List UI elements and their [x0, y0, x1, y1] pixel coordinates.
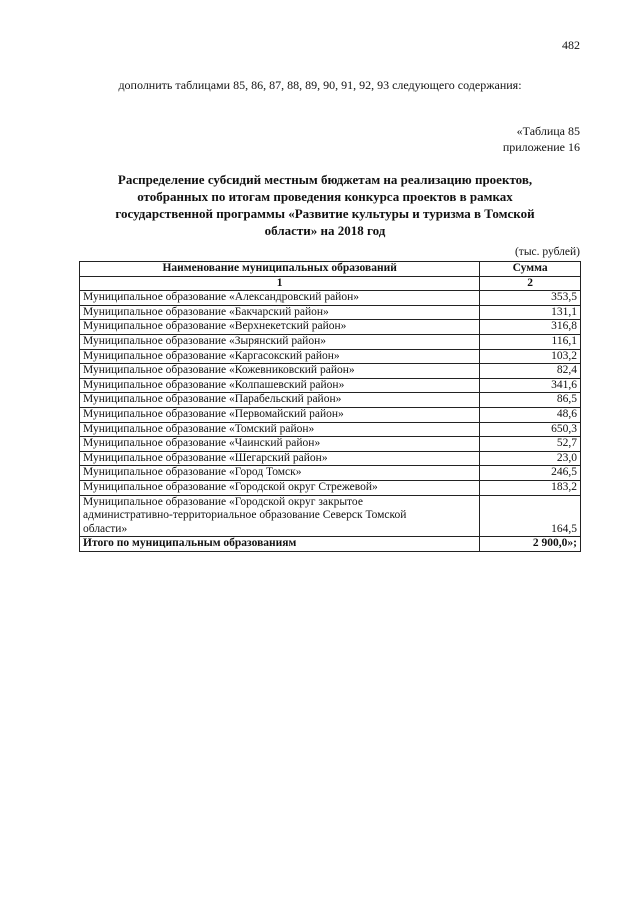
table-row: [80, 320, 581, 335]
total-amount: 2 900,0»;: [480, 537, 581, 552]
title-line: Распределение субсидий местным бюджетам на реализацию проектов,: [117, 172, 533, 187]
row-amount: 246,5: [480, 466, 581, 481]
row-name: [80, 495, 480, 537]
row-amount: 86,5: [480, 393, 581, 408]
row-amount: 116,1: [480, 334, 581, 349]
column-number: 1: [80, 276, 480, 291]
table-caption: [503, 123, 580, 155]
row-amount: 131,1: [480, 305, 581, 320]
row-name-line: Муниципальное образование «Городской округ закрытое: [83, 495, 363, 508]
table-row: [80, 291, 581, 306]
row-name: Муниципальное образование «Город Томск»: [80, 466, 480, 481]
row-amount: 353,5: [480, 291, 581, 306]
subsidy-table: [79, 261, 581, 552]
table-row: [80, 334, 581, 349]
table-row: [80, 305, 581, 320]
table-row: [80, 378, 581, 393]
row-name: Муниципальное образование «Бакчарский район»: [80, 305, 480, 320]
row-name: Муниципальное образование «Томский район»: [80, 422, 480, 437]
total-row: [80, 537, 581, 552]
row-amount: 183,2: [480, 480, 581, 495]
row-name: Муниципальное образование «Чаинский район»: [80, 437, 480, 452]
row-amount: 23,0: [480, 451, 581, 466]
table-label: «Таблица 85: [516, 124, 580, 138]
row-name: Муниципальное образование «Верхнекетский район»: [80, 320, 480, 335]
row-amount: 52,7: [480, 437, 581, 452]
row-amount: 650,3: [480, 422, 581, 437]
title-line: отобранных по итогам проведения конкурса проектов в рамках: [137, 189, 513, 204]
row-amount: 103,2: [480, 349, 581, 364]
row-name-line: административно-территориальное образование Северск Томской: [83, 509, 407, 522]
table-row: [80, 437, 581, 452]
header-row: [80, 262, 581, 277]
total-label: Итого по муниципальным образованиям: [80, 537, 480, 552]
table-row: [80, 451, 581, 466]
row-amount: 82,4: [480, 364, 581, 379]
row-name: Муниципальное образование «Шегарский район»: [80, 451, 480, 466]
title-line: области» на 2018 год: [264, 223, 386, 238]
row-name: Муниципальное образование «Каргасокский район»: [80, 349, 480, 364]
table-row: [80, 393, 581, 408]
appendix-label: приложение 16: [502, 140, 580, 154]
page-number: 482: [562, 38, 580, 52]
column-number: 2: [480, 276, 581, 291]
row-name: Муниципальное образование «Парабельский район»: [80, 393, 480, 408]
table-row: [80, 407, 581, 422]
units-label: (тыс. рублей): [514, 246, 580, 258]
intro-text: дополнить таблицами 85, 86, 87, 88, 89, 90, 91, 92, 93 следующего содержания:: [118, 78, 522, 92]
row-amount: 164,5: [480, 495, 581, 537]
title-line: государственной программы «Развитие культуры и туризма в Томской: [115, 206, 535, 221]
table-row: [80, 480, 581, 495]
table-row: [80, 422, 581, 437]
header-sum: Сумма: [480, 262, 581, 277]
table-row: [80, 466, 581, 481]
row-name-line: области»: [83, 522, 128, 535]
row-name: Муниципальное образование «Колпашевский район»: [80, 378, 480, 393]
row-name: Муниципальное образование «Кожевниковский район»: [80, 364, 480, 379]
table-row: [80, 364, 581, 379]
row-amount: 341,6: [480, 378, 581, 393]
header-name: Наименование муниципальных образований: [80, 262, 480, 277]
document-title: [90, 171, 560, 239]
row-amount: 316,8: [480, 320, 581, 335]
row-name: Муниципальное образование «Александровский район»: [80, 291, 480, 306]
row-name: Муниципальное образование «Первомайский район»: [80, 407, 480, 422]
column-number-row: [80, 276, 581, 291]
row-amount: 48,6: [480, 407, 581, 422]
table-row: [80, 349, 581, 364]
table-row-multiline: [80, 495, 581, 537]
row-name: Муниципальное образование «Городской округ Стрежевой»: [80, 480, 480, 495]
row-name: Муниципальное образование «Зырянский район»: [80, 334, 480, 349]
